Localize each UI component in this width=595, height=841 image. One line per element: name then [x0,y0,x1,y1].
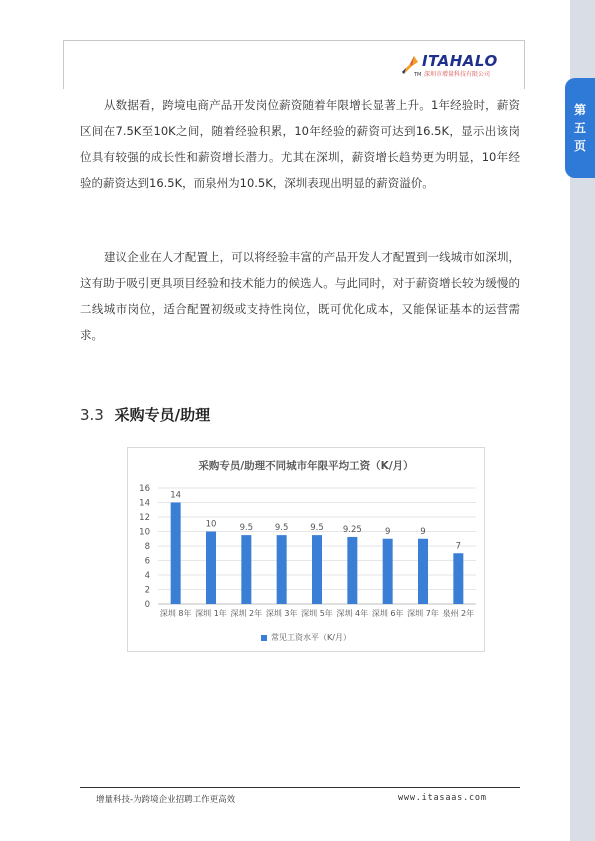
section-title: 采购专员/助理 [114,406,211,424]
chart-legend [128,632,484,643]
page-tab-char: 页 [573,139,586,153]
bar [312,535,322,604]
logo-company-name: 深圳市增量科技有限公司 [424,71,491,78]
bar [347,537,357,604]
bar [206,532,216,605]
legend-swatch [261,635,267,641]
page-tab-char: 第 [573,103,586,117]
x-category-label: 深圳 5年 [301,609,333,618]
x-category-label: 深圳 6年 [371,609,404,618]
paragraph-salary-analysis [80,92,520,196]
footer-divider [80,787,520,788]
x-category-label: 深圳 2年 [230,609,263,618]
section-heading [80,404,210,425]
x-category-label: 深圳 7年 [407,609,439,618]
bar-value-label: 9.5 [274,523,289,534]
x-category-label: 深圳 1年 [195,609,227,618]
bar-value-label: 9.5 [239,523,254,534]
chart-plot-area [128,448,484,628]
bar-value-label: 7 [455,541,462,552]
x-category-label: 深圳 4年 [336,609,369,618]
bar [418,539,428,604]
page-indicator-tab [565,78,595,178]
bar-value-label: 9.25 [342,524,362,535]
bar [453,553,463,604]
paragraph-recommendation [80,244,520,348]
y-tick-label: 6 [144,556,150,567]
footer-website: www.itasaas.com [398,793,487,803]
bar-value-label: 9.5 [310,523,324,534]
logo-trademark: TM [414,72,422,78]
paragraph-text: 建议企业在人才配置上，可以将经验丰富的产品开发人才配置到一线城市如深圳，这有助于吸引更具项目经验和技术能力的候选人。与此同时，对于薪资增长较为缓慢的二线城市岗位，适合配置初级或支持性岗位，既可优化成本，又能保证基本的运营需求。 [80,250,520,342]
y-tick-label: 16 [139,484,150,494]
bar-value-label: 10 [205,519,217,530]
y-tick-label: 4 [144,571,150,581]
bar-value-label: 14 [170,490,182,501]
y-tick-label: 8 [144,542,150,552]
section-number: 3.3 [80,406,104,424]
legend-label: 常见工资水平（K/月） [271,633,351,642]
bar [383,539,393,604]
x-category-label: 深圳 3年 [265,609,298,618]
y-tick-label: 10 [139,527,150,538]
x-category-label: 深圳 8年 [159,609,192,618]
footer-slogan: 增量科技-为跨境企业招聘工作更高效 [96,795,236,805]
bar-value-label: 9 [420,526,426,537]
chart-title: 采购专员/助理不同城市年限平均工资（K/月） [198,460,414,472]
bar [241,535,251,604]
bar [171,503,181,605]
y-tick-label: 14 [139,498,150,509]
logo-wordmark: ITAHALO [422,52,498,70]
y-tick-label: 2 [144,585,150,596]
x-category-label: 泉州 2年 [442,609,475,618]
bar [277,535,287,604]
y-tick-label: 12 [139,513,150,523]
company-logo [400,52,520,80]
salary-bar-chart [127,447,485,652]
bar-value-label: 9 [384,526,391,537]
y-tick-label: 0 [144,600,150,610]
page-tab-char: 五 [573,121,586,135]
paragraph-text: 从数据看，跨境电商产品开发岗位薪资随着年限增长显著上升。1年经验时，薪资区间在7.5K至10K之间，随着经验积累，10年经验的薪资可达到16.5K，显示出该岗位具有较强的成长性和薪资增长潜力。尤其在深圳，薪资增长趋势更为明显，10年经验的薪资达到16.5K，而泉州为10.5K，深圳表现出明显的薪资溢价。 [80,98,520,190]
